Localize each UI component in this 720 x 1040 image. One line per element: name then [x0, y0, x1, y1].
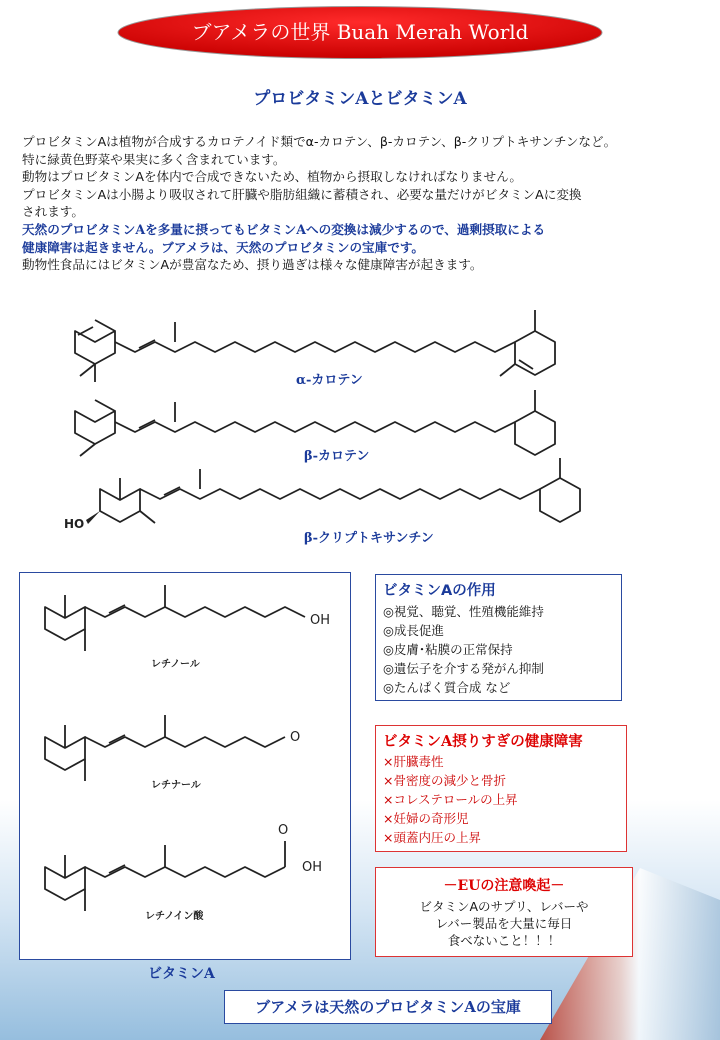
retinal-label: レチナール [151, 780, 201, 791]
header-title: ブアメラの世界 Buah Merah World [191, 20, 529, 44]
eu-warning-title: －EUの注意喚起－ [443, 878, 565, 894]
retinol-oh-label: OH [310, 613, 331, 628]
retinal-o-label: O [290, 730, 301, 745]
harm-box-title: ビタミンA摂りすぎの健康障害 [383, 733, 583, 750]
intro-line: プロビタミンAは植物が合成するカロテノイド類でα-カロテン、β-カロテン、β-クリプトキサンチンなど。 [22, 134, 617, 149]
retinoic-acid-label: レチノイン酸 [145, 911, 204, 922]
intro-line: プロビタミンAは小腸より吸収されて肝臓や脂肪組織に蓄積され、必要な量だけがビタミンAに変換 [22, 186, 582, 202]
alpha-carotene-label: α-カロテン [296, 373, 363, 388]
overdose-harm-box [375, 725, 627, 852]
section-title: プロビタミンAとビタミンA [253, 89, 467, 109]
intro-line: 動物性食品にはビタミンAが豊富なため、摂り過ぎは様々な健康障害が起きます。 [22, 257, 483, 273]
retinoic-o-label: O [278, 823, 289, 838]
action-item: ◎視覚、聴覚、性殖機能維持 [383, 604, 544, 619]
beta-carotene-label: β-カロテン [304, 449, 370, 464]
harm-item: ×肝臓毒性 [383, 754, 444, 769]
action-item: ◎皮膚･粘膜の正常保持 [383, 642, 513, 657]
harm-item: ×コレステロールの上昇 [383, 792, 518, 807]
eu-warning-line: ビタミンAのサプリ、レバーや [419, 899, 589, 914]
eu-warning-box [375, 867, 633, 957]
intro-highlight-line: 天然のプロビタミンAを多量に摂ってもビタミンAへの変換は減少するので、過剰摂取による [22, 221, 546, 237]
intro-line: されます。 [22, 204, 84, 220]
eu-warning-line: レバー製品を大量に毎日 [435, 916, 573, 931]
ho-group-label: HO [64, 517, 85, 531]
retinol-label: レチノール [151, 659, 200, 670]
harm-item: ×妊婦の奇形児 [383, 811, 469, 826]
footer-tagline: ブアメラは天然のプロビタミンAの宝庫 [224, 990, 552, 1024]
harm-item: ×頭蓋内圧の上昇 [383, 830, 481, 845]
vitamin-a-box [19, 572, 351, 960]
action-box-title: ビタミンAの作用 [383, 583, 496, 599]
intro-line: 動物はプロビタミンAを体内で合成できないため、植物から摂取しなければなりません。 [22, 169, 523, 185]
action-item: ◎たんぱく質合成 など [383, 680, 511, 695]
vitamin-a-structures [20, 573, 350, 959]
retinoic-oh-label: OH [302, 860, 323, 875]
beta-cryptoxanthin-label: β-クリプトキサンチン [304, 531, 434, 546]
harm-item: ×骨密度の減少と骨折 [383, 773, 506, 788]
action-item: ◎成長促進 [383, 623, 444, 638]
intro-line: 特に緑黄色野菜や果実に多く含まれています。 [22, 151, 286, 167]
action-item: ◎遺伝子を介する発がん抑制 [383, 661, 544, 676]
vitamin-a-action-box [375, 574, 622, 701]
eu-warning-line: 食べないこと！！！ [447, 933, 561, 948]
vitamin-a-caption: ビタミンA [148, 966, 215, 982]
beta-cryptoxanthin-structure [100, 458, 580, 523]
intro-highlight-line: 健康障害は起きません。ブアメラは、天然のプロビタミンの宝庫です。 [22, 239, 424, 255]
